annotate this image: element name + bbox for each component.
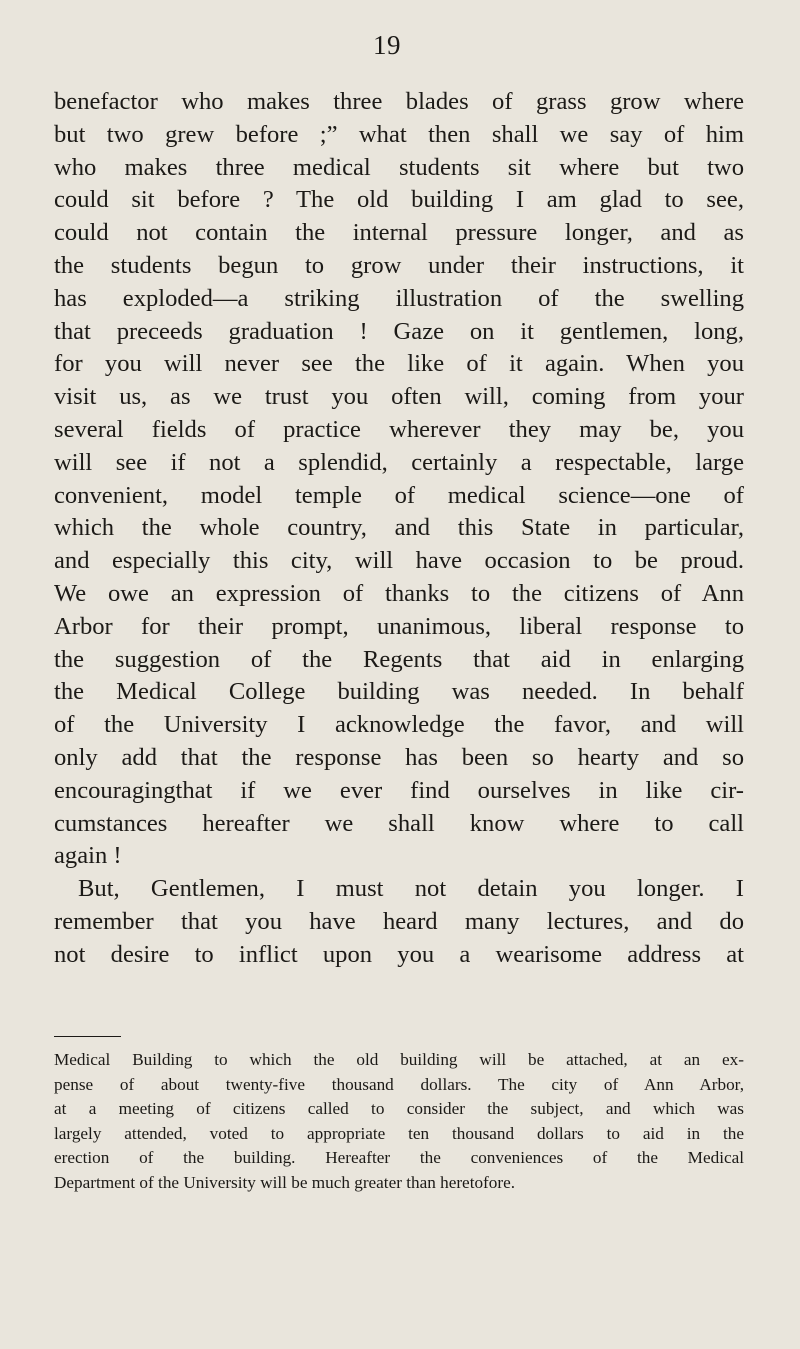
- body-text: [54, 86, 744, 972]
- text-line: but two grew before ;” what then shall we say of him: [54, 120, 744, 148]
- text-line: that preceeds graduation ! Gaze on it gentlemen, long,: [54, 317, 744, 345]
- text-line: several fields of practice wherever they may be, you: [54, 415, 744, 443]
- footnote-line: Medical Building to which the old building will be attached, at an ex-: [54, 1050, 744, 1069]
- text-line: the Medical College building was needed. In behalf: [54, 678, 744, 706]
- text-line: has exploded—a striking illustration of the swelling: [54, 284, 744, 312]
- footnote-line: at a meeting of citizens called to consider the subject, and which was: [54, 1099, 744, 1119]
- text-line: Arbor for their prompt, unanimous, liberal response to: [54, 612, 744, 640]
- text-line: But, Gentlemen, I must not detain you longer. I: [78, 875, 744, 903]
- text-line: remember that you have heard many lectures, and do: [54, 907, 744, 935]
- footnote-divider: [54, 1036, 121, 1037]
- text-line: and especially this city, will have occasion to be proud.: [54, 547, 744, 575]
- text-line: which the whole country, and this State in particular,: [54, 514, 744, 542]
- text-line: visit us, as we trust you often will, coming from your: [54, 383, 744, 411]
- text-line: the students begun to grow under their instructions, it: [54, 251, 744, 279]
- text-line: could not contain the internal pressure longer, and as: [54, 219, 744, 247]
- footnote: [54, 1048, 744, 1196]
- text-line: could sit before ? The old building I am glad to see,: [54, 186, 744, 214]
- text-line: for you will never see the like of it again. When you: [54, 350, 744, 378]
- text-line: will see if not a splendid, certainly a respectable, large: [54, 448, 744, 476]
- text-line: We owe an expression of thanks to the citizens of Ann: [54, 579, 744, 607]
- page-number: 19: [373, 30, 401, 60]
- text-line: who makes three medical students sit where but two: [54, 153, 744, 181]
- footnote-line: pense of about twenty-five thousand dollars. The city of Ann Arbor,: [54, 1074, 744, 1094]
- text-line: only add that the response has been so hearty and so: [54, 743, 744, 771]
- text-line: again !: [54, 842, 122, 870]
- text-line: encouragingthat if we ever find ourselves in like cir-: [54, 776, 744, 804]
- text-line: the suggestion of the Regents that aid in enlarging: [54, 645, 744, 673]
- footnote-line: erection of the building. Hereafter the conveniences of the Medical: [54, 1148, 744, 1168]
- footnote-line: largely attended, voted to appropriate ten thousand dollars to aid in the: [54, 1123, 744, 1143]
- text-line: not desire to inflict upon you a wearisome address at: [54, 940, 744, 968]
- text-line: of the University I acknowledge the favor, and will: [54, 711, 744, 739]
- text-line: cumstances hereafter we shall know where to call: [54, 809, 744, 837]
- text-line: benefactor who makes three blades of grass grow where: [54, 88, 744, 115]
- text-line: convenient, model temple of medical science—one of: [54, 481, 744, 509]
- footnote-line: Department of the University will be much greater than heretofore.: [54, 1172, 516, 1192]
